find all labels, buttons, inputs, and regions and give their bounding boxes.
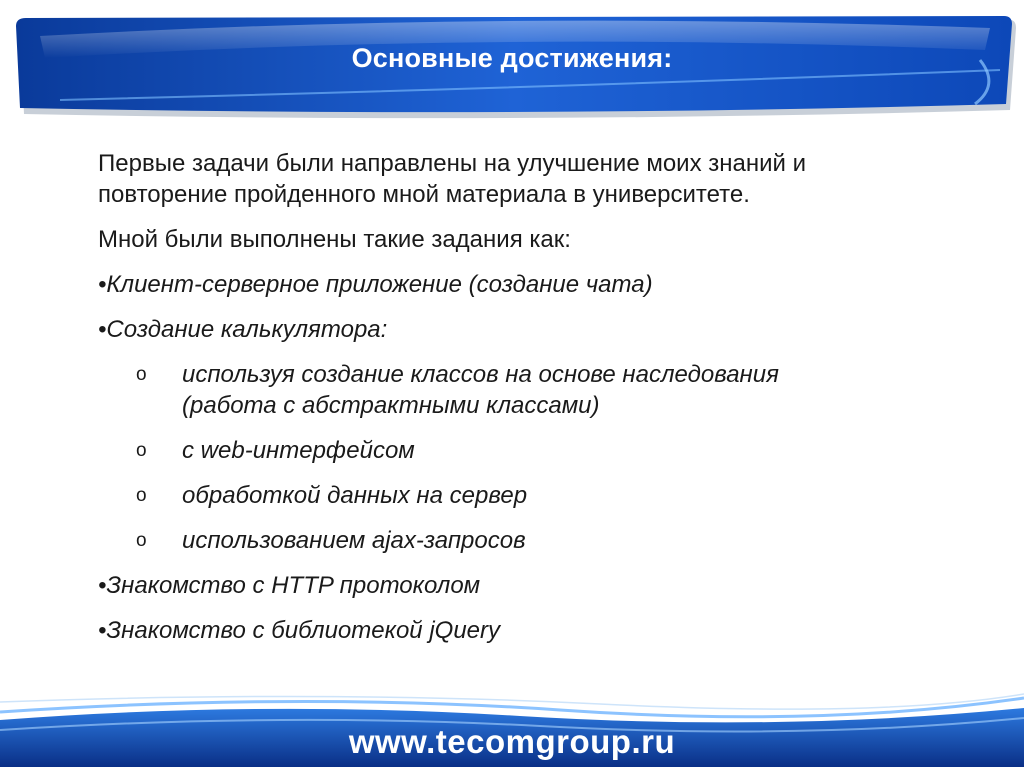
bullet-item: •Знакомство с HTTP протоколом — [98, 572, 481, 599]
sub-item — [98, 435, 978, 466]
slide-title: Основные достижения: — [351, 43, 673, 73]
bullet-item: •Клиент-серверное приложение (создание чата) — [98, 271, 653, 298]
circle-bullet-marker: o — [136, 485, 147, 506]
bullet-item: •Создание калькулятора: — [98, 316, 388, 343]
sub-item-text: обработкой данных на сервер — [182, 482, 528, 509]
circle-bullet-marker: o — [136, 440, 147, 461]
sub-item-line-1: используя создание классов на основе наследования — [182, 361, 779, 388]
intro-paragraph — [98, 148, 978, 210]
tasks-intro: Мной были выполнены такие задания как: — [98, 226, 571, 253]
circle-bullet-marker: o — [136, 530, 147, 551]
sub-item-line-2: (работа с абстрактными классами) — [182, 392, 600, 419]
sub-item — [98, 480, 978, 511]
intro-line-2: повторение пройденного мной материала в университете. — [98, 181, 750, 208]
intro-line-1: Первые задачи были направлены на улучшение моих знаний и — [98, 150, 806, 177]
sub-item-text: использованием ajax-запросов — [182, 527, 526, 554]
sub-item — [98, 359, 978, 421]
sub-item-text: с web-интерфейсом — [182, 437, 415, 464]
circle-bullet-marker: o — [136, 364, 147, 385]
slide-body — [98, 148, 978, 660]
bullet-item: •Знакомство с библиотекой jQuery — [98, 617, 500, 644]
footer-url: www.tecomgroup.ru — [348, 723, 676, 760]
sub-item — [98, 525, 978, 556]
